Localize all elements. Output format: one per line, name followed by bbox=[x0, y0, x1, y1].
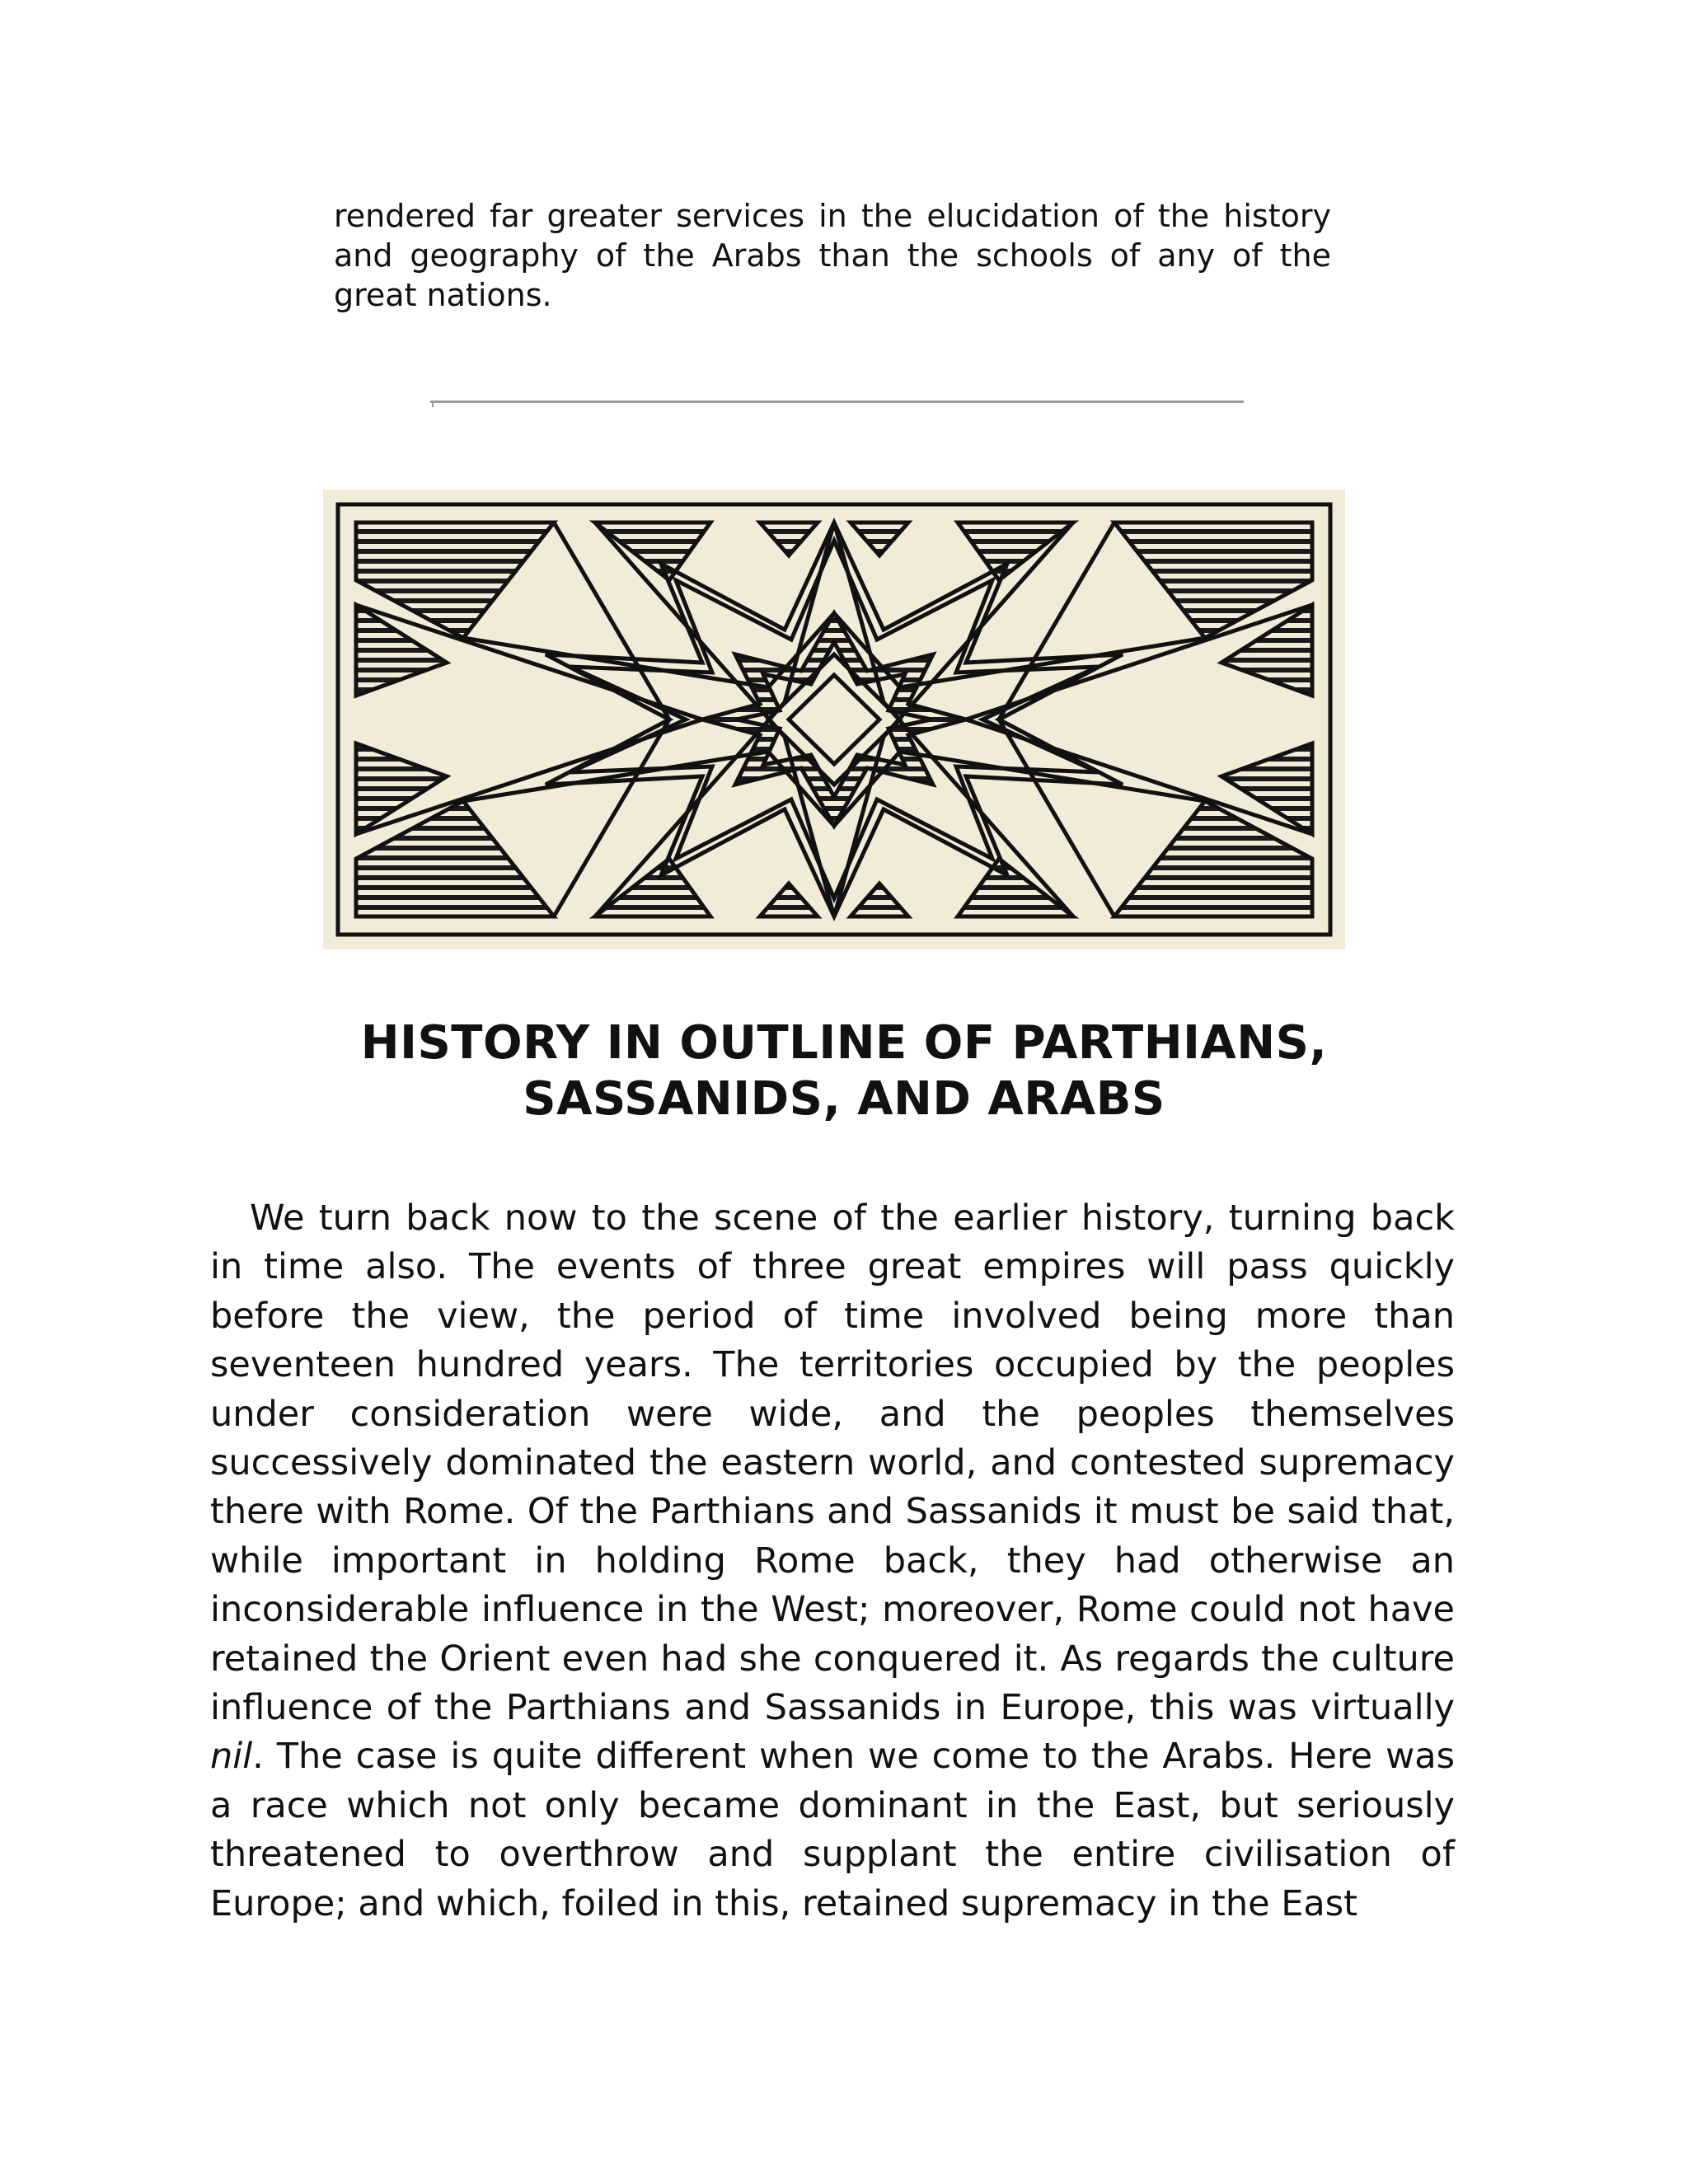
chapter-heading-line-2: SASSANIDS, AND ARABS bbox=[523, 1072, 1165, 1126]
chapter-heading bbox=[206, 1015, 1482, 1127]
chapter-heading-line-1: HISTORY IN OUTLINE OF PARTHIANS, bbox=[360, 1016, 1328, 1070]
body-text-part-2: . The case is quite different when we come to the Arabs. Here was a race which not only became dominant in the East, but seriously threatened to overthrow and supplant the entire civilisation of Europe; and which, foiled in this, retained supremacy in the East bbox=[210, 1736, 1455, 1924]
body-text-part-1: We turn back now to the scene of the earlier history, turning back in time also. The events of three great empires will pass quickly before the view, the period of time involved being more than seventeen hundred years. The territories occupied by the peoples under consideration were wide, and the peoples themselves successively dominated the eastern world, and contested supremacy there with Rome. Of the Parthians and Sassanids it must be said that, while important in holding Rome back, they had otherwise an inconsiderable influence in the West; moreover, Rome could not have retained the Orient even had she conquered it. As regards the culture influence of the Parthians and Sassanids in Europe, this was virtually bbox=[210, 1197, 1455, 1729]
body-text-emphasis: nil bbox=[210, 1736, 253, 1778]
footnote-divider bbox=[430, 401, 1244, 403]
body-paragraph bbox=[210, 1194, 1455, 1929]
footnote-continuation: rendered far greater services in the elucidation of the history and geography of the Arabs than the schools of any of the great nations. bbox=[334, 198, 1331, 313]
geometric-ornament-icon bbox=[323, 490, 1345, 949]
